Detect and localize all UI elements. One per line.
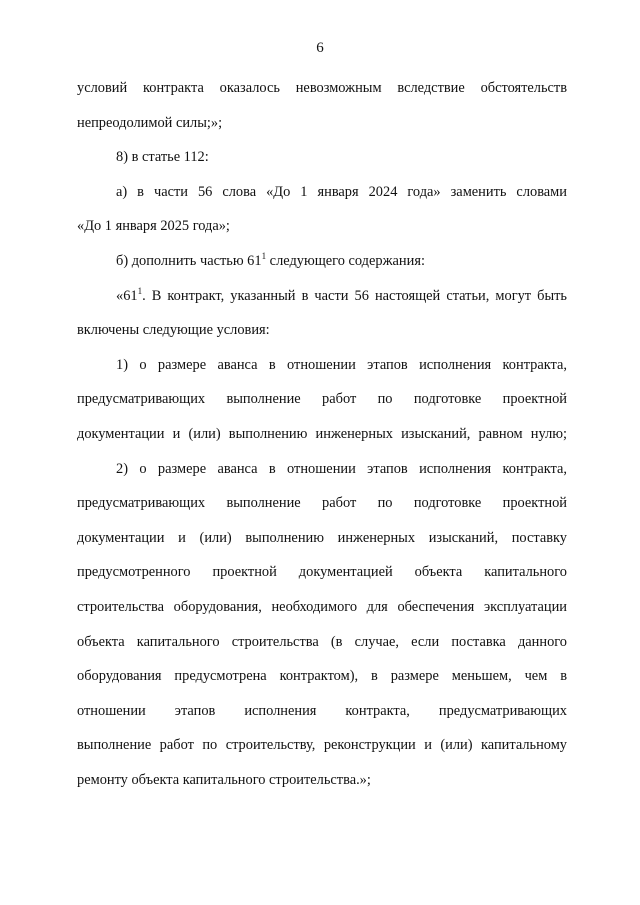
text-line-content: включены следующие условия: bbox=[77, 322, 270, 339]
superscript: 1 bbox=[137, 285, 143, 296]
text-line-content: б) дополнить частью 61 bbox=[116, 252, 262, 269]
text-line bbox=[77, 348, 567, 383]
text-line bbox=[77, 106, 567, 141]
text-line bbox=[77, 452, 567, 487]
text-line bbox=[77, 71, 567, 106]
text-line-continuation: . В контракт, указанный в части 56 настоящей статьи, могут быть bbox=[142, 287, 567, 304]
text-line-content: документации и (или) выполнению инженерных изысканий, поставку bbox=[77, 529, 567, 546]
text-line bbox=[77, 313, 567, 348]
text-line bbox=[77, 279, 567, 314]
text-line bbox=[77, 659, 567, 694]
text-line-content: предусмотренного проектной документацией объекта капитального bbox=[77, 564, 567, 581]
text-line bbox=[77, 209, 567, 244]
text-line-content: отношении этапов исполнения контракта, предусматривающих bbox=[77, 702, 567, 719]
text-line bbox=[77, 694, 567, 729]
text-line-continuation: следующего содержания: bbox=[266, 252, 425, 269]
text-line-content: ремонту объекта капитального строительства.»; bbox=[77, 771, 371, 788]
page-number: 6 bbox=[316, 40, 324, 56]
text-line bbox=[77, 175, 567, 210]
text-line-content: 2) о размере аванса в отношении этапов исполнения контракта, bbox=[116, 460, 567, 477]
text-line-content: документации и (или) выполнению инженерных изысканий, равном нулю; bbox=[77, 425, 567, 442]
text-line bbox=[77, 763, 567, 798]
text-line-content: оборудования предусмотрена контрактом), в размере меньшем, чем в bbox=[77, 668, 567, 685]
text-line-content: непреодолимой силы;»; bbox=[77, 114, 223, 131]
text-line bbox=[77, 382, 567, 417]
document-body bbox=[77, 71, 567, 797]
text-line-content: строительства оборудования, необходимого для обеспечения эксплуатации bbox=[77, 598, 567, 615]
text-line bbox=[77, 244, 567, 279]
text-line bbox=[77, 521, 567, 556]
text-line bbox=[77, 555, 567, 590]
text-line bbox=[77, 486, 567, 521]
text-line-content: выполнение работ по строительству, реконструкции и (или) капитальному bbox=[77, 737, 567, 754]
text-line-content: а) в части 56 слова «До 1 января 2024 года» заменить словами bbox=[116, 183, 567, 200]
text-line bbox=[77, 140, 567, 175]
text-line bbox=[77, 590, 567, 625]
text-line-content: 8) в статье 112: bbox=[116, 149, 209, 166]
text-line bbox=[77, 625, 567, 660]
text-line bbox=[77, 417, 567, 452]
text-line-content: предусматривающих выполнение работ по подготовке проектной bbox=[77, 391, 567, 408]
text-line-content: объекта капитального строительства (в случае, если поставка данного bbox=[77, 633, 567, 650]
text-line-content: предусматривающих выполнение работ по подготовке проектной bbox=[77, 495, 567, 512]
superscript: 1 bbox=[261, 250, 267, 261]
text-line-content: 1) о размере аванса в отношении этапов исполнения контракта, bbox=[116, 356, 567, 373]
text-line-content: «61 bbox=[116, 287, 138, 304]
text-line-content: «До 1 января 2025 года»; bbox=[77, 218, 230, 235]
text-line bbox=[77, 728, 567, 763]
text-line-content: условий контракта оказалось невозможным вследствие обстоятельств bbox=[77, 80, 567, 96]
